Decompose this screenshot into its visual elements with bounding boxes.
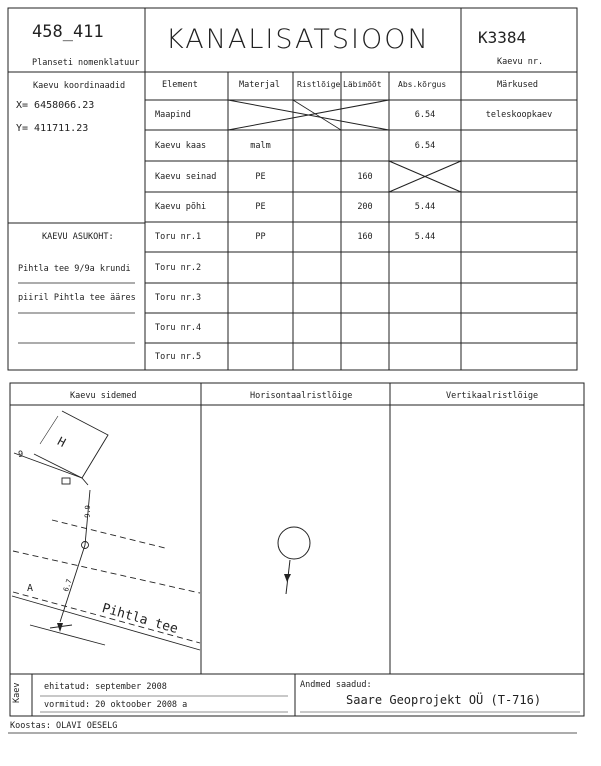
cell-element: Maapind	[155, 110, 191, 120]
cell-material: PE	[255, 171, 266, 182]
cell-material: malm	[250, 140, 271, 151]
horizontal-section-heading: Horisontaalristlõige	[250, 391, 353, 401]
cell-material: PE	[255, 202, 266, 212]
dimension-2: 6.7	[62, 578, 74, 593]
col-header-cross-section: Ristlõige	[297, 80, 341, 89]
well-number-label: Kaevu nr.	[497, 57, 544, 67]
cell-diameter: 160	[357, 171, 373, 182]
vertical-section-heading: Vertikaalristlõige	[446, 391, 539, 401]
cell-notes: teleskoopkaev	[485, 110, 553, 120]
point-a-label: A	[27, 583, 34, 594]
building-label: H	[55, 434, 69, 450]
cell-element: Toru nr.5	[155, 351, 202, 362]
street-label: Pihtla tee	[100, 601, 180, 638]
col-header-elevation: Abs.kõrgus	[398, 80, 447, 89]
col-header-material: Materjal	[239, 80, 280, 90]
coordinates-heading: Kaevu koordinaadid	[33, 81, 126, 91]
lot-number: 9	[18, 450, 24, 460]
coordinate-y: Y= 411711.23	[16, 123, 89, 134]
author-label: Koostas:	[10, 721, 51, 731]
cell-elevation: 6.54	[414, 140, 436, 151]
sheet-code: 458_411	[32, 22, 104, 42]
cell-elevation: 6.54	[414, 110, 436, 120]
measured-date: ehitatud: september 2008	[44, 682, 167, 692]
location-line-1: Pihtla tee 9/9a krundi	[18, 264, 131, 274]
ties-heading: Kaevu sidemed	[70, 391, 137, 401]
sheet-label: Planseti nomenklatuur	[32, 58, 140, 68]
edited-date: vormitud: 20 oktoober 2008 a	[44, 700, 188, 710]
side-label: Kaev	[12, 682, 22, 703]
cell-element: Kaevu põhi	[155, 202, 207, 212]
dimension-1: 9.9	[83, 505, 93, 518]
cell-element: Toru nr.4	[155, 323, 202, 333]
col-header-element: Element	[162, 80, 198, 90]
cell-element: Kaevu kaas	[155, 140, 207, 151]
cell-elevation: 5.44	[414, 202, 436, 212]
data-source-label: Andmed saadud:	[300, 680, 372, 690]
author-name: OLAVI OESELG	[56, 721, 118, 731]
location-line-2: piiril Pihtla tee ääres	[18, 293, 136, 303]
well-number: K3384	[478, 28, 527, 47]
cell-diameter: 160	[357, 232, 373, 242]
location-heading: KAEVU ASUKOHT:	[42, 232, 114, 242]
cell-material: PP	[255, 232, 266, 242]
col-header-diameter: Läbimõõt	[343, 80, 382, 89]
col-header-notes: Märkused	[497, 80, 538, 90]
cell-element: Kaevu seinad	[155, 171, 217, 182]
page-title: KANALISATSIOON	[166, 24, 430, 55]
cell-diameter: 200	[357, 202, 373, 212]
coordinate-x: X= 6458066.23	[16, 100, 95, 111]
cell-element: Toru nr.3	[155, 293, 202, 303]
cell-element: Toru nr.1	[155, 232, 202, 242]
cell-element: Toru nr.2	[155, 262, 202, 273]
cell-elevation: 5.44	[414, 232, 436, 242]
data-source: Saare Geoprojekt OÜ (T-716)	[346, 693, 542, 707]
